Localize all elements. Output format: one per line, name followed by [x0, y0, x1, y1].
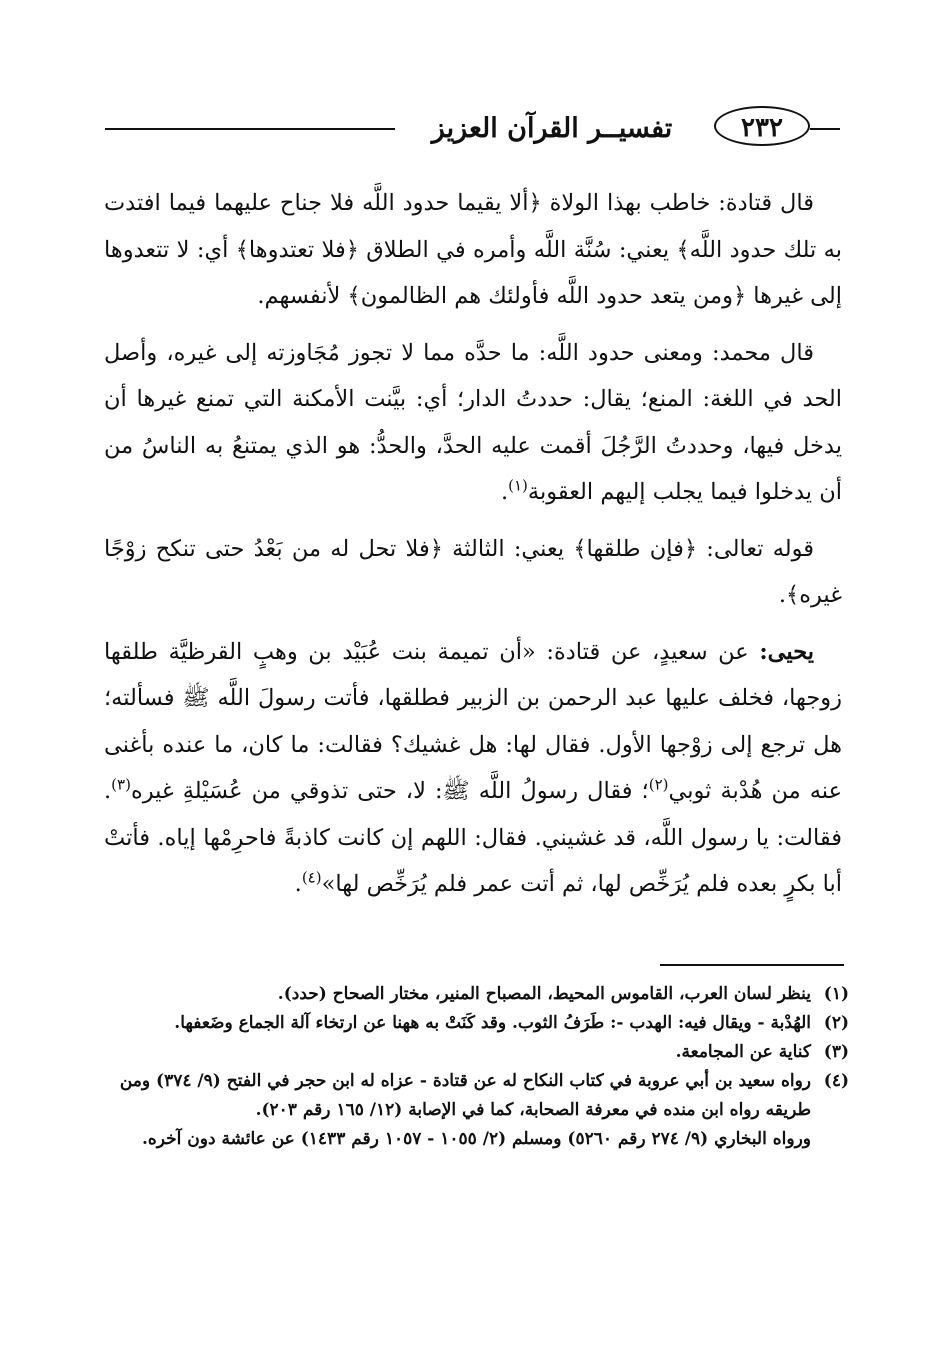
paragraph-muhammad: [104, 330, 842, 516]
paragraph-qatada: [104, 180, 842, 320]
footnote-marker: (١): [508, 476, 528, 495]
footnote-line: رواه سعيد بن أبي عروبة في كتاب النكاح له عن قتادة - عزاه له ابن حجر في الفتح (٩/ ٣٧٤) ومن طريقه رواه ابن منده في معرفة الصحابة، كما في الإصابة (١٢/ ١٦٥ رقم ٢٠٣).: [119, 1071, 811, 1120]
hadith-tail: .: [294, 871, 302, 897]
footnote-2: [104, 1009, 849, 1038]
main-text: [104, 180, 842, 918]
footnote-marker: (٢): [648, 775, 669, 794]
footnotes: [104, 980, 849, 1154]
hadith-text: عن سعيدٍ، عن قتادة: «أن تميمة بنت عُبَيْد بن وهبٍ القرظيَّة طلقها زوجها، فخلف عليها عبد الرحمن بن الزبير فطلقها، فأتت رسولَ اللَّه ﷺ فسألته؛ هل ترجع إلى زوْجها الأول. فقال لها: هل غشيك؟ فقالت: ما كان، ما عنده بأغنى عنه من هُدْبة ثوبي: [104, 638, 843, 804]
footnote-line: الهُدْبة - ويقال فيه: الهدب -: طَرَفُ الثوب. وقد كَنَتْ به ههنا عن ارتخاء آلة الجماع وضَعفها.: [174, 1013, 811, 1033]
paragraph-text: قوله تعالى: ﴿فإن طلقها﴾ يعني: الثالثة ﴿فلا تحل له من بَعْدُ حتى تنكح زوْجًا غيره﴾.: [104, 535, 842, 608]
footnote-body: [104, 1067, 811, 1154]
footnote-1: [104, 980, 849, 1009]
footnote-number: (٣): [823, 1042, 849, 1062]
page-header: [105, 100, 840, 160]
footnote-number: (٢): [823, 1013, 849, 1033]
footnote-4: [104, 1067, 849, 1154]
hadith-text: ؛ فقال رسولُ اللَّه ﷺ: لا، حتى تذوقي من عُسَيْلةِ غيره: [130, 778, 649, 804]
header-rule-left: [105, 128, 395, 130]
footnote-line: كناية عن المجامعة.: [675, 1042, 811, 1062]
footnote-body: [104, 1038, 811, 1067]
paragraph-text: قال قتادة: خاطب بهذا الولاة ﴿ألا يقيما حدود اللَّه فلا جناح عليهما فيما افتدت به تلك حدود اللَّه﴾ يعني: سُنَّة اللَّه وأمره في الطلاق ﴿فلا تعتدوها﴾ أي: لا تتعدوها إلى غيرها ﴿ومن يتعد حدود اللَّه فأولئك هم الظالمون﴾ لأنفسهم.: [104, 190, 842, 309]
footnote-3: [104, 1038, 849, 1067]
footnote-line: ينظر لسان العرب، القاموس المحيط، المصباح المنير، مختار الصحاح (حدد).: [277, 984, 811, 1004]
hadith-speaker: يحيى:: [759, 638, 814, 665]
paragraph-tail: .: [500, 479, 509, 505]
paragraph-hadith: [104, 629, 842, 908]
page-number-badge: ٢٣٢: [714, 106, 810, 146]
footnote-number: (٤): [823, 1071, 849, 1091]
footnote-number: (١): [823, 984, 849, 1004]
footnote-marker: (٤): [301, 868, 322, 887]
footnote-separator: [660, 964, 844, 966]
footnote-body: [104, 1009, 811, 1038]
paragraph-quran-verse: [104, 526, 842, 619]
footnote-body: [104, 980, 811, 1009]
footnote-marker: (٣): [111, 775, 131, 794]
hadith-text: . فقالت: يا رسول اللَّه، قد غشيني. فقال: اللهم إن كانت كاذبةً فاحرِمْها إياه. فأتتْ أبا بكرٍ بعده فلم يُرَخِّص لها، ثم أتت عمر فلم يُرَخِّص لها»: [104, 778, 842, 897]
running-title: تفسيــر القرآن العزيز: [431, 113, 673, 144]
header-rule-right: [810, 128, 840, 130]
footnote-line: ورواه البخاري (٩/ ٢٧٤ رقم ٥٢٦٠) ومسلم (٢/ ١٠٥٥ - ١٠٥٧ رقم ١٤٣٣) عن عائشة دون آخره.: [141, 1129, 811, 1149]
paragraph-text: قال محمد: ومعنى حدود اللَّه: ما حدَّه مما لا تجوز مُجَاوزته إلى غيره، وأصل الحد في اللغة: المنع؛ يقال: حددتُ الدار؛ أي: بيَّنت الأمكنة التي تمنع غيرها أن يدخل فيها، وحددتُ الرَّجُلَ أقمت عليه الحدَّ، والحدُّ: هو الذي يمتنعُ به الناسُ من أن يدخلوا فيما يجلب إليهم العقوبة: [104, 339, 842, 505]
